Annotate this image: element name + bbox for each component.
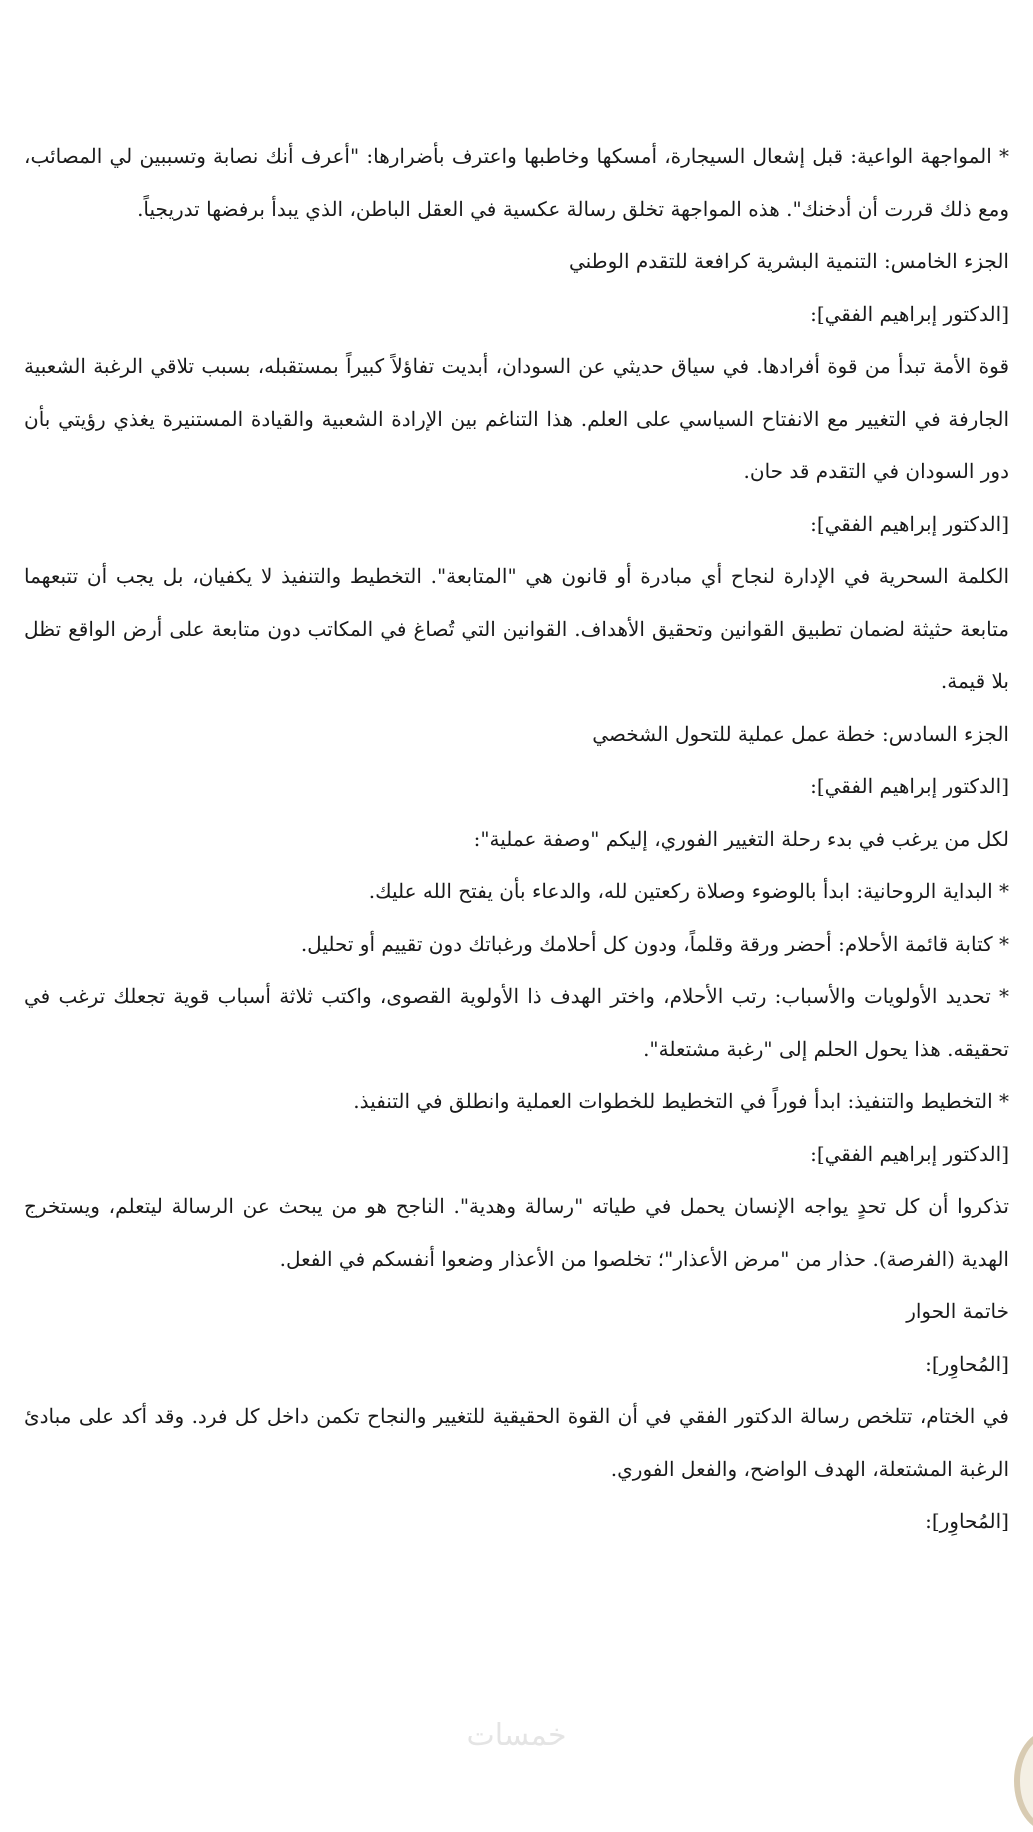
- paragraph-follow-up: الكلمة السحرية في الإدارة لنجاح أي مبادرة أو قانون هي "المتابعة". التخطيط والتنفيذ لا يكفيان، بل يجب أن تتبعهما متابعة حثيثة لضمان تطبيق القوانين وتحقيق الأهداف. القوانين التي تُصاغ في المكاتب دون متابعة على أرض الواقع تظل بلا قيمة.: [24, 564, 1009, 693]
- section-heading-conclusion: خاتمة الحوار: [906, 1299, 1009, 1323]
- bullet-spiritual-start: * البداية الروحانية: ابدأ بالوضوء وصلاة ركعتين لله، والدعاء بأن يفتح الله عليك.: [368, 879, 1009, 903]
- bullet-planning: * التخطيط والتنفيذ: ابدأ فوراً في التخطيط للخطوات العملية وانطلق في التنفيذ.: [353, 1089, 1009, 1113]
- bullet-dream-list: * كتابة قائمة الأحلام: أحضر ورقة وقلماً، ودون كل أحلامك ورغباتك دون تقييم أو تحليل.: [300, 931, 1009, 956]
- speaker-label-interviewer: [المُحاوِر]:: [925, 1351, 1009, 1376]
- section-heading-part-six: الجزء السادس: خطة عمل عملية للتحول الشخصي: [592, 721, 1009, 746]
- bullet-conscious-confrontation: * المواجهة الواعية: قبل إشعال السيجارة، أمسكها وخاطبها واعترف بأضرارها: "أعرف أنك نصابة وتسببين لي المصائب، ومع ذلك قررت أن أدخنك". هذه المواجهة تخلق رسالة عكسية في العقل الباطن، الذي يبدأ برفضها تدريجياً.: [24, 144, 1009, 221]
- speaker-label: [الدكتور إبراهيم الفقي]:: [810, 1141, 1009, 1166]
- speaker-label: [الدكتور إبراهيم الفقي]:: [810, 301, 1009, 326]
- paragraph-nation-strength: قوة الأمة تبدأ من قوة أفرادها. في سياق حديثي عن السودان، أبديت تفاؤلاً كبيراً بمستقبله، بسبب تلاقي الرغبة الشعبية الجارفة في التغيير مع الانفتاح السياسي على العلم. هذا التناغم بين الإرادة الشعبية والقيادة المستنيرة يغذي رؤيتي بأن دور السودان في التقدم قد حان.: [24, 354, 1009, 483]
- speaker-label-interviewer: [المُحاوِر]:: [925, 1509, 1009, 1533]
- paragraph-challenges: تذكروا أن كل تحدٍ يواجه الإنسان يحمل في طياته "رسالة وهدية". الناجح هو من يبحث عن الرسالة ليتعلم، ويستخرج الهدية (الفرصة). حذار من "مرض الأعذار"؛ تخلصوا من الأعذار وضعوا أنفسكم في الفعل.: [24, 1194, 1009, 1271]
- document-body: [24, 130, 1009, 1548]
- watermark-logo: خمسات: [466, 1718, 567, 1753]
- paragraph-practical-recipe: لكل من يرغب في بدء رحلة التغيير الفوري، إليكم "وصفة عملية":: [473, 826, 1009, 851]
- speaker-label: [الدكتور إبراهيم الفقي]:: [810, 511, 1009, 536]
- speaker-label: [الدكتور إبراهيم الفقي]:: [810, 774, 1009, 798]
- paragraph-conclusion: في الختام، تتلخص رسالة الدكتور الفقي في أن القوة الحقيقية للتغيير والنجاح تكمن داخل كل فرد. وقد أكد على مبادئ الرغبة المشتعلة، الهدف الواضح، والفعل الفوري.: [24, 1404, 1009, 1481]
- bullet-priorities: * تحديد الأولويات والأسباب: رتب الأحلام، واختر الهدف ذا الأولوية القصوى، واكتب ثلاثة أسباب قوية تجعلك ترغب في تحقيقه. هذا يحول الحلم إلى "رغبة مشتعلة".: [24, 984, 1009, 1061]
- section-heading-part-five: الجزء الخامس: التنمية البشرية كرافعة للتقدم الوطني: [568, 249, 1009, 273]
